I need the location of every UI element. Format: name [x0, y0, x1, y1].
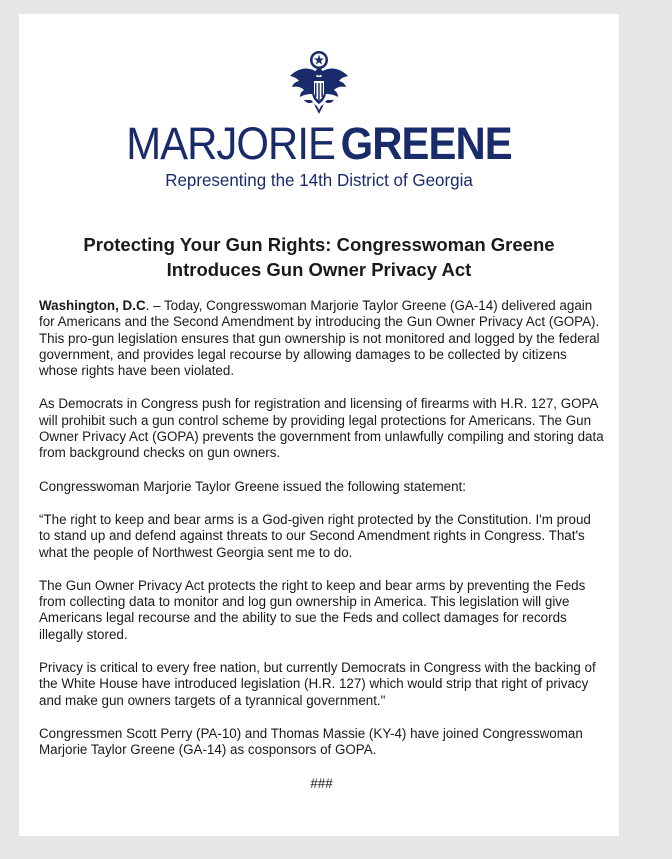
press-release-page [19, 14, 619, 836]
article-body [39, 298, 604, 792]
dateline: Washington, D.C [39, 298, 146, 313]
page-title [39, 232, 599, 282]
paragraph-3: Congresswoman Marjorie Taylor Greene issued the following statement: [39, 478, 466, 494]
logo-first-name: MARJORIE [126, 118, 336, 169]
paragraph-6: Privacy is critical to every free nation, but currently Democrats in Congress with the backing of the White House have introduced legislation (H.R. 127) which would strip that right of privacy and make gun owners targets of a tyrannical government." [39, 660, 596, 708]
title-line-2: Introduces Gun Owner Privacy Act [166, 259, 472, 280]
paragraph-5: The Gun Owner Privacy Act protects the right to keep and bear arms by preventing the Feds from collecting data to monitor and log gun ownership in America. This legislation will give Americans legal recourse and the ability to sue the Feds and collect damages for records illegally stored. [39, 577, 586, 642]
paragraph-4: “The right to keep and bear arms is a God-given right protected by the Constitution. I'm proud to stand up and defend against threats to our Second Amendment rights in Congress. That's what the people of Northwest Georgia sent me to do. [39, 511, 591, 560]
paragraph-2: As Democrats in Congress push for registration and licensing of firearms with H.R. 127, GOPA will prohibit such a gun control scheme by providing legal protections for Americans. The Gun Owner Privacy Act (GOPA) prevents the government from unlawfully compiling and storing data from background checks on gun owners. [39, 396, 604, 461]
paragraph-1 [39, 298, 604, 379]
paragraph-1-text: . – Today, Congresswoman Marjorie Taylor Greene (GA-14) delivered again for Americans and the Second Amendment by introducing the Gun Owner Privacy Act (GOPA). This pro-gun legislation ensures that gun ownership is not monitored and logged by the federal government, and provides legal recourse by allowing damages to be collected by citizens whose rights have been violated. [39, 298, 600, 379]
logo-wordmark [19, 120, 619, 191]
title-line-1: Protecting Your Gun Rights: Congresswoman Greene [83, 234, 555, 255]
paragraph-7: Congressmen Scott Perry (PA-10) and Thomas Massie (KY-4) have joined Congresswoman Marjorie Taylor Greene (GA-14) as cosponsors of GOPA. [39, 725, 583, 758]
logo-last-name: GREENE [340, 118, 512, 169]
eagle-seal-icon [284, 48, 354, 118]
end-mark: ### [310, 775, 333, 791]
logo-subtitle: Representing the 14th District of Georgia [165, 170, 473, 190]
logo-name [40, 120, 598, 168]
